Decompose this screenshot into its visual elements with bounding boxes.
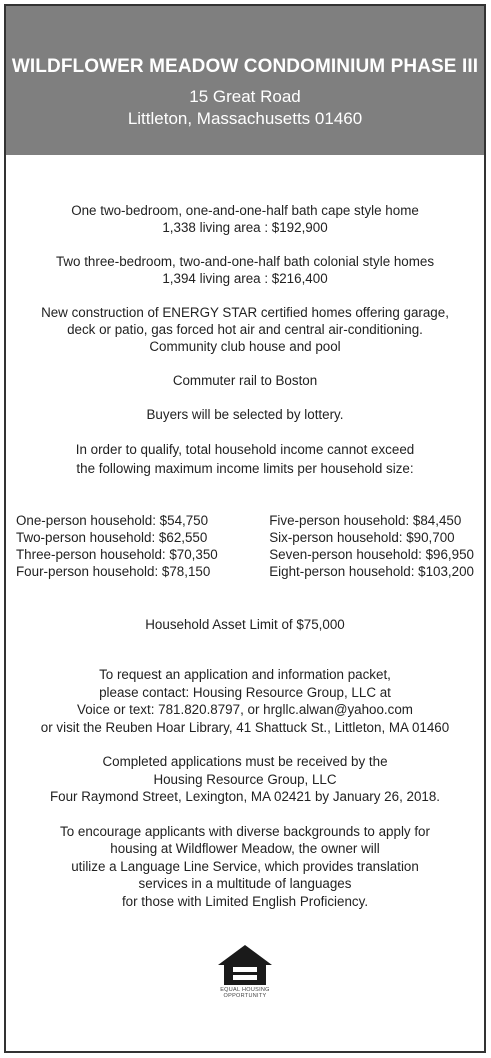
ad-body xyxy=(6,202,484,999)
lottery-text: Buyers will be selected by lottery. xyxy=(146,407,344,422)
equal-housing-logo xyxy=(6,943,484,999)
income-limit-item: Four-person household: $78,150 xyxy=(16,564,211,579)
equal-housing-opportunity-icon xyxy=(216,943,274,987)
asset-limit-text: Household Asset Limit of $75,000 xyxy=(145,617,345,632)
commuter-text: Commuter rail to Boston xyxy=(172,373,318,388)
income-limit-item: Seven-person household: $96,950 xyxy=(269,547,474,562)
unit-description-2: Two three-bedroom, two-and-one-half bath colonial style homes 1,394 living area : $216,400 xyxy=(55,254,435,286)
unit-description-1: One two-bedroom, one-and-one-half bath cape style home 1,338 living area : $192,900 xyxy=(71,203,419,235)
address-street: 15 Great Road xyxy=(189,87,301,106)
income-limit-item: One-person household: $54,750 xyxy=(16,513,209,528)
income-limits-right xyxy=(269,512,474,580)
income-limit-item: Three-person household: $70,350 xyxy=(16,547,218,562)
income-limits-table xyxy=(6,512,484,580)
features-text: New construction of ENERGY STAR certified homes offering garage, deck or patio, gas forced hot air and central air-conditioning. Community club house and pool xyxy=(41,305,449,354)
logo-text-line1: EQUAL HOUSING xyxy=(220,987,270,993)
header-banner xyxy=(6,6,484,155)
page-title: WILDFLOWER MEADOW CONDOMINIUM PHASE III xyxy=(11,56,479,77)
income-limit-item: Two-person household: $62,550 xyxy=(16,530,208,545)
income-limits-left xyxy=(16,512,218,580)
income-limit-item: Six-person household: $90,700 xyxy=(269,530,455,545)
logo-text-line2: OPPORTUNITY xyxy=(223,993,267,999)
qualify-text: In order to qualify, total household income cannot exceed the following maximum income limits per household size: xyxy=(75,442,415,476)
advertisement xyxy=(4,4,486,1053)
address-city: Littleton, Massachusetts 01460 xyxy=(127,109,363,128)
income-limit-item: Five-person household: $84,450 xyxy=(269,513,462,528)
language-service-text: To encourage applicants with diverse backgrounds to apply for housing at Wildflower Meadow, the owner will utilize a Language Line Service, which provides translation services in a multitude of languages for those with Limited English Proficiency. xyxy=(60,823,430,909)
contact-text: To request an application and information packet, please contact: Housing Resource Group, LLC at Voice or text: 781.820.8797, or hrgllc.alwan@yahoo.com or visit the Reuben Hoar Library, 41 Shattuck St., Littleton, MA 01460 xyxy=(40,667,450,735)
income-limit-item: Eight-person household: $103,200 xyxy=(269,564,474,579)
deadline-text: Completed applications must be received by the Housing Resource Group, LLC Four Raymond Street, Lexington, MA 02421 by January 26, 2018. xyxy=(49,754,441,804)
